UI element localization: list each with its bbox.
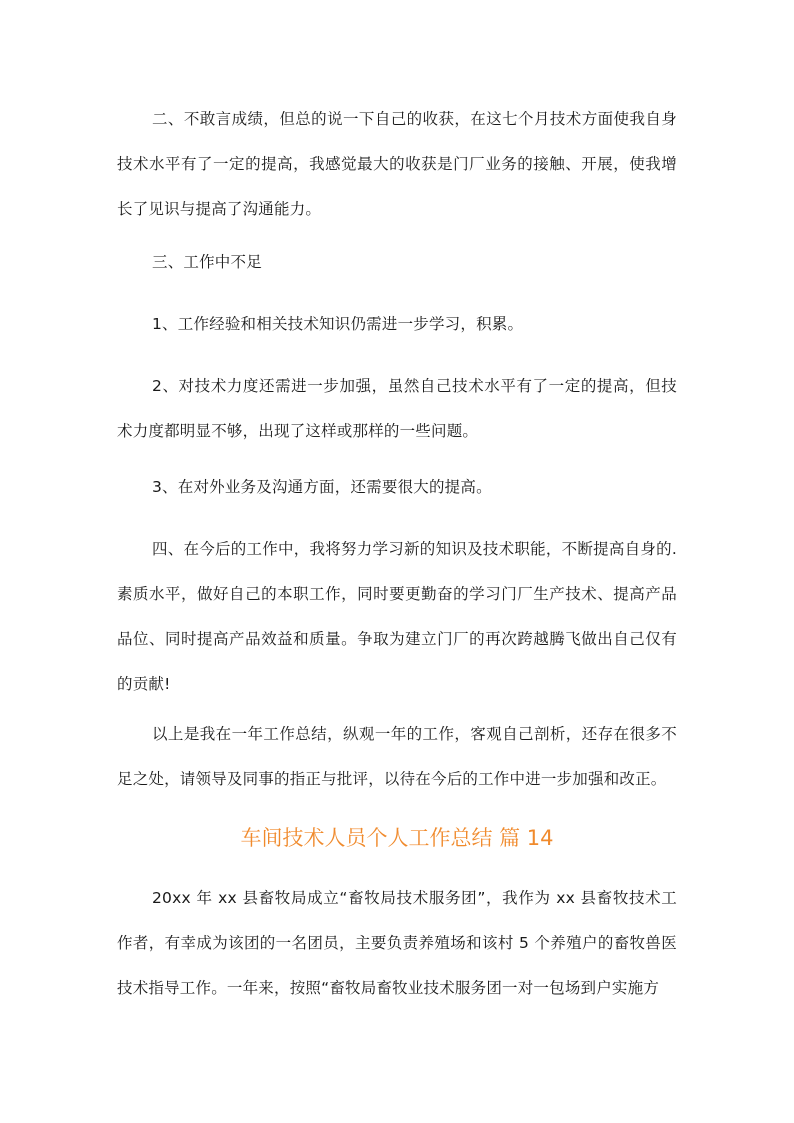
section-heading: 车间技术人员个人工作总结 篇 14 bbox=[240, 826, 554, 850]
paragraph-shortcoming-1: 1、工作经验和相关技术知识仍需进一步学习，积累。 bbox=[152, 315, 524, 333]
paragraph-future-plan: 四、在今后的工作中，我将努力学习新的知识及技术职能，不断提高自身的.素质水平，做好自己的本职工作，同时要更勤奋的学习门厂生产技术、提高产品品位、同时提高产品效益和质量。争取为建立门厂的再次跨越腾飞做出自己仅有的贡献! bbox=[117, 540, 677, 693]
paragraph-section-14-intro: 20xx 年 xx 县畜牧局成立“畜牧局技术服务团”，我作为 xx 县畜牧技术工作者，有幸成为该团的一名团员，主要负责养殖场和该村 5 个养殖户的畜牧兽医技术指导工作。一年来，按照“畜牧局畜牧业技术服务团一对一包场到户实施方 bbox=[117, 889, 677, 997]
paragraph-shortcomings-heading: 三、工作中不足 bbox=[152, 253, 262, 271]
paragraph-conclusion: 以上是我在一年工作总结，纵观一年的工作，客观自己剖析，还存在很多不足之处，请领导及同事的指正与批评，以待在今后的工作中进一步加强和改正。 bbox=[117, 725, 677, 788]
paragraph-shortcoming-3: 3、在对外业务及沟通方面，还需要很大的提高。 bbox=[152, 478, 492, 496]
paragraph-achievements: 二、不敢言成绩，但总的说一下自己的收获，在这七个月技术方面使我自身技术水平有了一定的提高，我感觉最大的收获是门厂业务的接触、开展，使我增长了见识与提高了沟通能力。 bbox=[117, 110, 677, 218]
paragraph-shortcoming-2: 2、对技术力度还需进一步加强，虽然自己技术水平有了一定的提高，但技术力度都明显不够，出现了这样或那样的一些问题。 bbox=[117, 377, 677, 440]
